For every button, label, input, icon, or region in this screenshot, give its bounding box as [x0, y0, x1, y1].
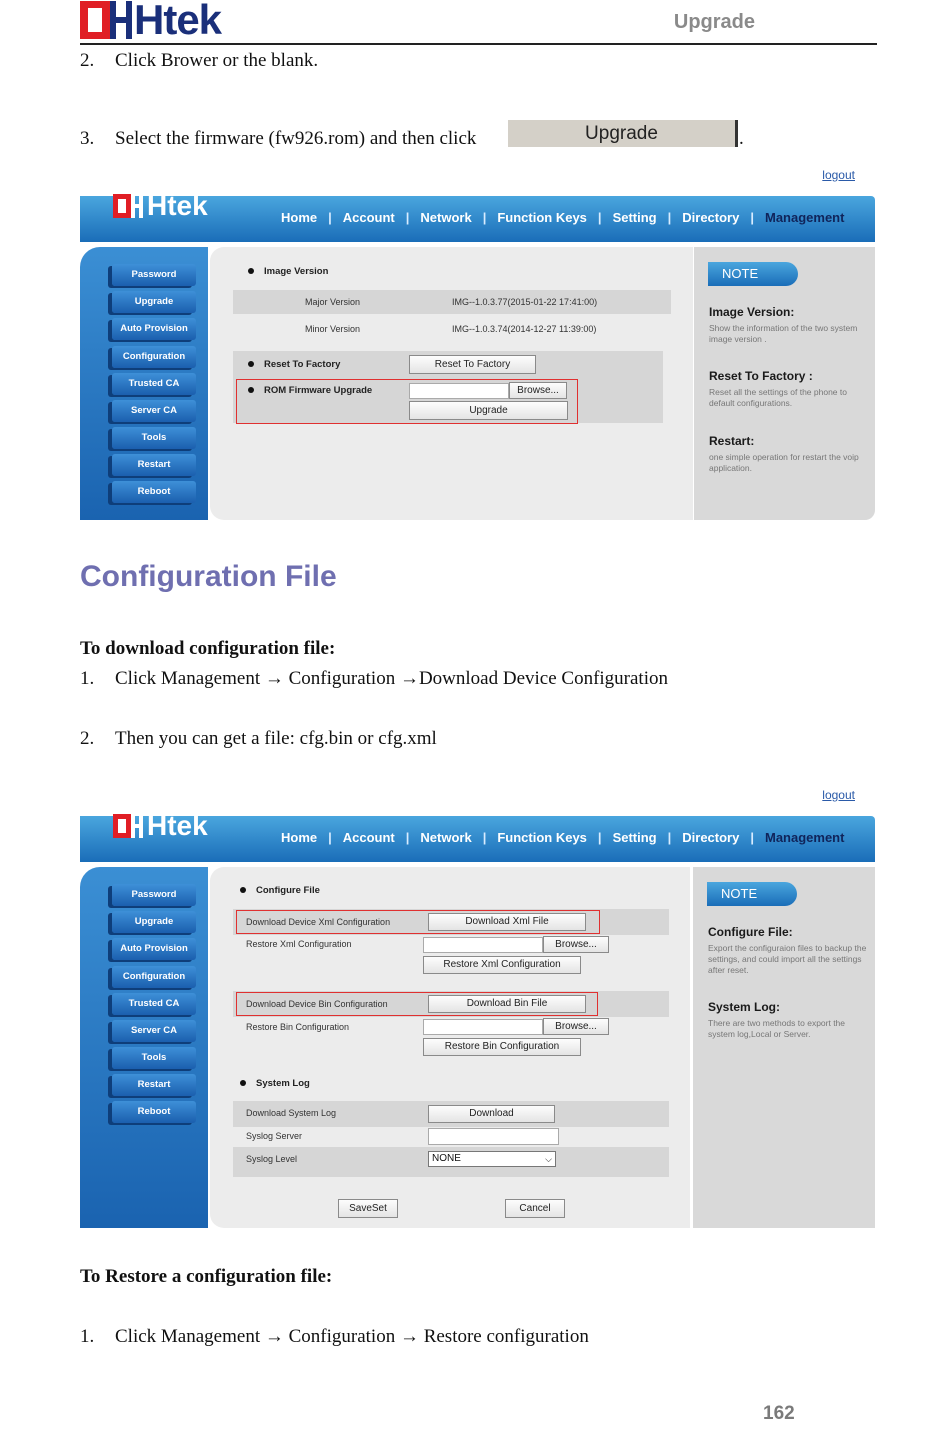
note-title-configure-file: Configure File:	[708, 925, 793, 939]
firmware-file-field[interactable]	[409, 383, 509, 399]
nav-directory[interactable]: Directory	[682, 830, 740, 845]
sidebar-item-configuration[interactable]: Configuration	[112, 346, 196, 368]
step-1-bottom	[80, 1325, 589, 1349]
download-syslog-button[interactable]: Download	[428, 1105, 555, 1123]
step-number: 1.	[80, 668, 95, 689]
note-text-configure-file: Export the configuraion files to backup the settings, and could import all the settings after reset.	[708, 943, 867, 975]
reset-to-factory-heading: Reset To Factory	[248, 359, 340, 370]
htek-logo-mark-icon	[80, 1, 132, 39]
browse-button[interactable]: Browse...	[509, 382, 567, 399]
syslog-server-input[interactable]	[428, 1128, 559, 1145]
step-1-mid	[80, 667, 668, 691]
restore-heading: To Restore a configuration file:	[80, 1266, 333, 1287]
sidebar-item-reboot[interactable]: Reboot	[112, 1101, 196, 1123]
download-bin-label: Download Device Bin Configuration	[246, 999, 388, 1009]
screenshot-configuration	[80, 788, 875, 1228]
nav-home[interactable]: Home	[281, 830, 318, 845]
download-syslog-label: Download System Log	[246, 1108, 337, 1118]
screenshot-upgrade	[80, 168, 875, 520]
sidebar-item-configuration[interactable]: Configuration	[112, 966, 196, 988]
nav-management[interactable]: Management	[764, 210, 845, 225]
logo-wordmark: Htek	[134, 0, 222, 43]
shot-logo	[113, 812, 208, 840]
step-number: 1.	[80, 1326, 95, 1347]
step-3-top	[80, 127, 476, 151]
saveset-button[interactable]: SaveSet	[338, 1199, 398, 1218]
sidebar-item-password[interactable]: Password	[112, 884, 196, 906]
step-number: 3.	[80, 128, 95, 149]
step-number: 2.	[80, 728, 95, 749]
nav-account[interactable]: Account	[342, 210, 395, 225]
step-number: 2.	[80, 50, 95, 71]
step-2-mid	[80, 727, 437, 751]
section-heading-configuration-file: Configuration File	[80, 560, 337, 593]
top-nav: Home | Account | Network | Function Keys | Setting | Directory | Management	[270, 830, 855, 845]
sidebar-item-trusted-ca[interactable]: Trusted CA	[112, 993, 196, 1015]
sidebar-item-tools[interactable]: Tools	[112, 1047, 196, 1069]
shot-logo-word: Htek	[147, 810, 208, 841]
step-text: Click Brower or the blank.	[115, 50, 319, 71]
shot-logo-mark-icon	[113, 814, 143, 838]
logout-link[interactable]: logout	[822, 168, 855, 182]
logout-link[interactable]: logout	[822, 788, 855, 802]
note-text-restart: one simple operation for restart the voip application.	[709, 452, 859, 473]
image-version-heading: Image Version	[248, 266, 328, 277]
download-xml-button[interactable]: Download Xml File	[428, 913, 586, 931]
rom-firmware-upgrade-heading: ROM Firmware Upgrade	[248, 385, 372, 396]
sidebar-item-auto-provision[interactable]: Auto Provision	[112, 318, 196, 340]
restore-xml-button[interactable]: Restore Xml Configuration	[423, 956, 581, 974]
restore-xml-label: Restore Xml Configuration	[246, 939, 352, 949]
htek-logo	[80, 0, 222, 43]
minor-version-value: IMG--1.0.3.74(2014-12-27 11:39:00)	[452, 324, 597, 334]
cancel-button[interactable]: Cancel	[505, 1199, 565, 1218]
note-title-restart: Restart:	[709, 434, 755, 448]
syslog-server-label: Syslog Server	[246, 1131, 303, 1141]
note-text-reset-to-factory: Reset all the settings of the phone to default configurations.	[709, 387, 847, 408]
browse-button-xml[interactable]: Browse...	[543, 936, 609, 953]
nav-management[interactable]: Management	[764, 830, 845, 845]
system-log-heading: System Log	[240, 1078, 310, 1089]
top-nav: Home | Account | Network | Function Keys | Setting | Directory | Management	[270, 210, 855, 225]
shot-logo-word: Htek	[147, 190, 208, 221]
sidebar-item-server-ca[interactable]: Server CA	[112, 1020, 196, 1042]
sidebar-item-password[interactable]: Password	[112, 264, 196, 286]
nav-function-keys[interactable]: Function Keys	[497, 830, 587, 845]
step-text: Click Management → Configuration →Download Device Configuration	[115, 668, 668, 689]
sidebar-item-reboot[interactable]: Reboot	[112, 481, 196, 503]
nav-network[interactable]: Network	[420, 210, 472, 225]
minor-version-label: Minor Version	[305, 324, 361, 334]
step-text: Select the firmware (fw926.rom) and then click	[115, 128, 477, 149]
step-text: Then you can get a file: cfg.bin or cfg.xml	[115, 728, 437, 749]
major-version-label: Major Version	[305, 297, 361, 307]
nav-network[interactable]: Network	[420, 830, 472, 845]
shot-logo	[113, 192, 208, 220]
note-title-reset-to-factory: Reset To Factory :	[709, 369, 813, 383]
nav-home[interactable]: Home	[281, 210, 318, 225]
sidebar-item-restart[interactable]: Restart	[112, 454, 196, 476]
sidebar-item-auto-provision[interactable]: Auto Provision	[112, 938, 196, 960]
section-title: Upgrade	[673, 11, 755, 33]
nav-setting[interactable]: Setting	[612, 210, 657, 225]
syslog-level-label: Syslog Level	[246, 1154, 298, 1164]
page-number: 162	[763, 1403, 795, 1424]
note-text-image-version: Show the information of the two system image version .	[709, 323, 858, 344]
sidebar-item-tools[interactable]: Tools	[112, 427, 196, 449]
download-xml-label: Download Device Xml Configuration	[246, 917, 391, 927]
nav-directory[interactable]: Directory	[682, 210, 740, 225]
sidebar-item-restart[interactable]: Restart	[112, 1074, 196, 1096]
sidebar-item-trusted-ca[interactable]: Trusted CA	[112, 373, 196, 395]
step-text: Click Management → Configuration → Restore configuration	[115, 1326, 589, 1347]
nav-band-cutout	[230, 168, 875, 196]
syslog-level-value: NONE	[432, 1153, 461, 1164]
nav-account[interactable]: Account	[342, 830, 395, 845]
note-tab: NOTE	[707, 882, 797, 906]
sidebar-item-upgrade[interactable]: Upgrade	[112, 911, 196, 933]
restore-bin-label: Restore Bin Configuration	[246, 1022, 350, 1032]
chevron-down-icon: ⌵	[545, 1154, 552, 1164]
restore-xml-file-field[interactable]	[423, 937, 543, 953]
step-2-top	[80, 49, 318, 73]
major-version-value: IMG--1.0.3.77(2015-01-22 17:41:00)	[452, 297, 598, 307]
browse-button-bin[interactable]: Browse...	[543, 1018, 609, 1035]
download-bin-button[interactable]: Download Bin File	[428, 995, 586, 1013]
note-panel	[693, 867, 875, 1228]
sidebar-item-server-ca[interactable]: Server CA	[112, 400, 196, 422]
nav-band-cutout	[230, 788, 875, 816]
nav-setting[interactable]: Setting	[612, 830, 657, 845]
note-title-image-version: Image Version:	[709, 305, 795, 319]
sidebar-item-upgrade[interactable]: Upgrade	[112, 291, 196, 313]
note-title-system-log: System Log:	[708, 1000, 781, 1014]
upgrade-button[interactable]: Upgrade	[409, 401, 568, 420]
restore-bin-file-field[interactable]	[423, 1019, 543, 1035]
configure-file-heading: Configure File	[240, 885, 320, 896]
inline-period: .	[739, 128, 744, 149]
header-divider	[80, 43, 877, 45]
nav-function-keys[interactable]: Function Keys	[497, 210, 587, 225]
reset-to-factory-button[interactable]: Reset To Factory	[409, 355, 536, 374]
syslog-level-select[interactable]	[428, 1151, 556, 1167]
inline-upgrade-button-image: Upgrade	[508, 120, 738, 147]
note-tab: NOTE	[708, 262, 798, 286]
shot-logo-mark-icon	[113, 194, 143, 218]
note-panel	[694, 247, 875, 520]
download-heading: To download configuration file:	[80, 638, 336, 659]
restore-bin-button[interactable]: Restore Bin Configuration	[423, 1038, 581, 1056]
note-text-system-log: There are two methods to export the system log,Local or Server.	[708, 1018, 846, 1039]
